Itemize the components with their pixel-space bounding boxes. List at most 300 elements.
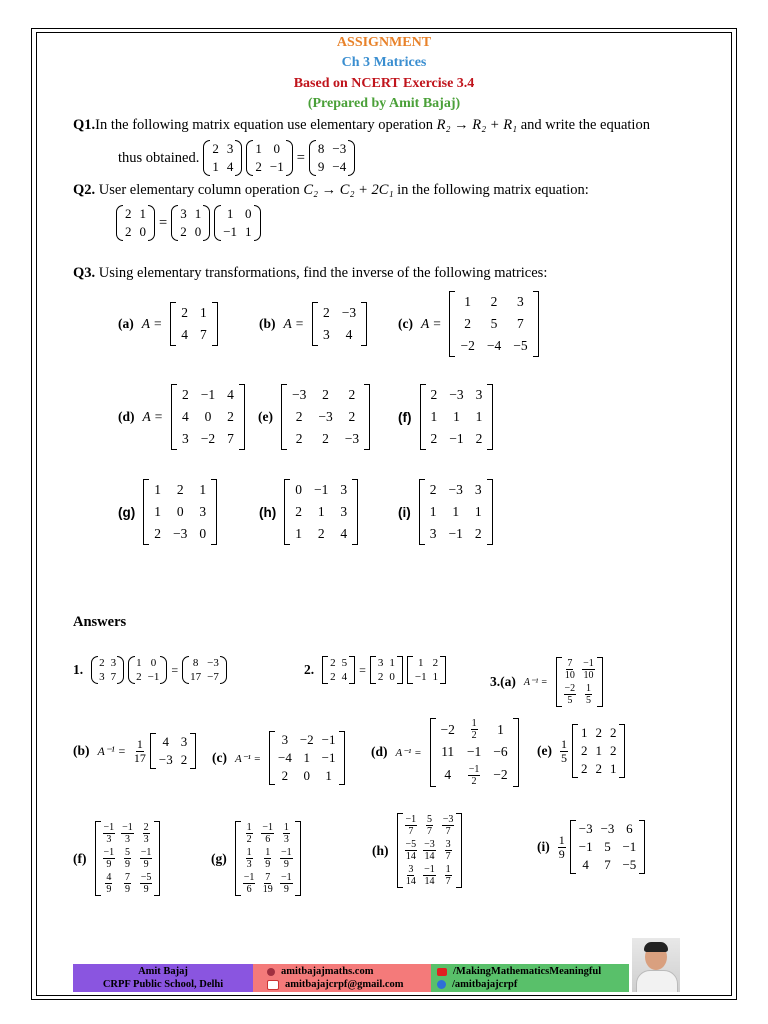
- matrix-cell: 2: [464, 316, 472, 331]
- q1-matrix-c: [309, 140, 355, 176]
- matrix-cell: 17: [190, 671, 202, 683]
- matrix-cell: −3: [578, 821, 593, 836]
- answer-3a: [490, 657, 603, 707]
- fraction: $\frac{1}{7}$: [445, 864, 451, 887]
- matrix-cell: 3: [281, 732, 289, 747]
- q3a-label: (a): [118, 316, 134, 331]
- footer-facebook-link[interactable]: /amitbajajcrpf: [452, 979, 518, 990]
- matrix-cell: 1: [245, 224, 252, 239]
- matrix-cell: 1: [595, 743, 602, 758]
- matrix-cell: −2: [299, 732, 314, 747]
- matrix-cell: [118, 846, 137, 871]
- matrix-cell: 5: [341, 657, 348, 669]
- matrix-cell: −3: [318, 409, 333, 424]
- answer-1-matrix-b: [128, 656, 167, 684]
- matrix-cell: 7: [604, 857, 611, 872]
- matrix-cell: 3: [180, 206, 187, 221]
- fraction: $\frac{1}{5}$: [585, 683, 591, 706]
- fraction: $\frac{-1}{6}$: [262, 822, 274, 845]
- answer-3a-label: 3.(a): [490, 674, 516, 689]
- equals-sign: =: [296, 149, 305, 166]
- matrix-cell: 0: [139, 224, 146, 239]
- q3c: [398, 291, 539, 357]
- matrix-cell: [402, 863, 421, 888]
- fraction: $\frac{-2}{5}$: [564, 683, 576, 706]
- q3f-label: (f): [398, 409, 412, 425]
- matrix-cell: [277, 871, 296, 896]
- matrix-cell: 1: [200, 305, 207, 320]
- footer-banner: [73, 964, 629, 992]
- answer-1: [73, 656, 227, 684]
- matrix-cell: 2: [430, 431, 438, 446]
- answer-1-label: 1.: [73, 662, 84, 677]
- matrix-cell: 4: [162, 734, 170, 749]
- matrix-cell: 2: [377, 671, 384, 683]
- matrix-cell: 2: [609, 743, 617, 758]
- matrix-cell: 1: [389, 657, 395, 669]
- q1-text-b: and write the equation: [517, 117, 650, 133]
- matrix-cell: [579, 657, 598, 682]
- matrix-cell: 8: [317, 141, 325, 156]
- fraction: $\frac{-1}{3}$: [122, 822, 133, 845]
- q1-equation: [118, 140, 355, 176]
- q3d-matrix: [171, 384, 245, 450]
- q2-matrix-a: [116, 205, 155, 241]
- matrix-cell: 3: [323, 327, 330, 342]
- matrix-cell: [420, 863, 439, 888]
- answer-3d: [371, 718, 519, 787]
- matrix-cell: 1: [212, 159, 219, 174]
- answer-3g-matrix: [235, 821, 301, 896]
- matrix-cell: 11: [441, 744, 455, 760]
- matrix-cell: 3: [340, 482, 348, 497]
- matrix-cell: 1: [295, 526, 302, 541]
- footer-name: Amit Bajaj: [138, 966, 188, 977]
- answer-3d-matrix: [430, 718, 519, 787]
- matrix-cell: 4: [444, 767, 452, 783]
- matrix-cell: 4: [226, 159, 234, 174]
- matrix-cell: 2: [429, 482, 437, 497]
- q3d-label: (d): [118, 409, 135, 424]
- matrix-cell: 1: [464, 294, 472, 309]
- matrix-cell: 1: [580, 725, 588, 740]
- fraction: $\frac{-5}{14}$: [405, 839, 417, 862]
- matrix-cell: [240, 846, 259, 871]
- matrix-cell: 9: [317, 159, 325, 174]
- matrix-cell: 2: [182, 387, 189, 402]
- matrix-cell: 2: [348, 409, 356, 424]
- q2-operation: C₂ → C₂ + 2C₁: [303, 182, 394, 198]
- answer-2-matrix-c: [407, 656, 446, 684]
- matrix-cell: 3: [182, 431, 189, 446]
- matrix-cell: 4: [582, 857, 589, 872]
- matrix-cell: 4: [182, 409, 189, 424]
- matrix-cell: −1: [269, 159, 284, 174]
- matrix-cell: 2: [181, 305, 188, 320]
- matrix-cell: 0: [194, 224, 202, 239]
- fraction: $\frac{4}{9}$: [106, 872, 112, 895]
- matrix-cell: 8: [192, 657, 199, 669]
- answer-3d-lhs: A⁻¹ =: [395, 746, 422, 759]
- matrix-cell: 0: [273, 141, 281, 156]
- matrix-cell: 1: [136, 657, 142, 669]
- title-exercise: Based on NCERT Exercise 3.4: [293, 76, 475, 91]
- q1-operation: R₂ → R₂ + R₁: [436, 117, 518, 133]
- author-photo: [632, 938, 680, 992]
- answer-2: [304, 656, 446, 684]
- matrix-cell: [561, 657, 580, 682]
- answer-1-matrix-a: [91, 656, 124, 684]
- matrix-cell: 1: [452, 504, 460, 519]
- matrix-cell: 2: [295, 409, 303, 424]
- matrix-cell: 2: [322, 387, 329, 402]
- matrix-cell: 1: [325, 768, 332, 783]
- q3a-matrix: [170, 302, 218, 346]
- fraction: $\frac{3}{7}$: [445, 839, 451, 862]
- footer-youtube-link[interactable]: /MakingMathematicsMeaningful: [453, 966, 602, 977]
- matrix-cell: −1: [314, 482, 329, 497]
- answer-3f-matrix: [95, 821, 161, 896]
- fraction: $\frac{-1}{9}$: [281, 872, 292, 895]
- fraction: $\frac{-1}{7}$: [405, 814, 417, 837]
- q3g-label: (g): [118, 504, 136, 520]
- matrix-cell: −4: [332, 159, 347, 174]
- matrix-cell: 2: [317, 526, 325, 541]
- matrix-cell: 3: [474, 482, 482, 497]
- matrix-cell: [258, 846, 277, 871]
- website-icon: [267, 968, 275, 976]
- answer-3g-label: (g): [211, 850, 227, 866]
- equals-sign: =: [171, 662, 179, 677]
- answer-3e-label: (e): [537, 743, 552, 758]
- matrix-cell: 2: [475, 431, 483, 446]
- answer-3i-matrix: [570, 820, 646, 874]
- q3c-lhs: A =: [420, 316, 442, 331]
- matrix-cell: 2: [474, 526, 482, 541]
- answer-3h-label: (h): [372, 842, 389, 858]
- fraction: $\frac{2}{3}$: [143, 822, 149, 845]
- fraction: $\frac{1}{2}$: [246, 822, 252, 845]
- fraction: $\frac{1}{3}$: [246, 847, 252, 870]
- equals-sign: =: [159, 214, 168, 231]
- matrix-cell: 2: [99, 657, 105, 669]
- matrix-cell: [100, 871, 119, 896]
- q3-text-body: Using elementary transformations, find the inverse of the following matrices:: [95, 265, 548, 281]
- q3i-matrix: [419, 479, 493, 545]
- q3b: [259, 302, 367, 346]
- matrix-cell: 1: [139, 206, 146, 221]
- answer-3c-lhs: A⁻¹ =: [234, 752, 261, 765]
- q1-label: Q1.: [73, 117, 96, 133]
- matrix-cell: [277, 846, 296, 871]
- footer-author: [73, 964, 253, 992]
- footer-contact: [253, 964, 431, 992]
- matrix-cell: 2: [125, 224, 132, 239]
- matrix-cell: −1: [321, 750, 336, 765]
- matrix-cell: [137, 821, 156, 846]
- matrix-cell: 2: [490, 294, 498, 309]
- matrix-cell: −3: [449, 387, 464, 402]
- matrix-cell: 4: [227, 387, 234, 402]
- matrix-cell: [420, 813, 439, 838]
- fraction: $\frac{5}{7}$: [426, 814, 432, 837]
- matrix-cell: 2: [609, 725, 617, 740]
- matrix-cell: 0: [150, 657, 157, 669]
- matrix-cell: [258, 871, 277, 896]
- fraction: $\frac{1}{17}$: [133, 736, 146, 765]
- fraction: $\frac{1}{3}$: [283, 822, 289, 845]
- equals-sign: =: [359, 662, 366, 677]
- answer-3i: [537, 820, 645, 874]
- matrix-cell: 0: [303, 768, 310, 783]
- matrix-cell: −3: [341, 305, 357, 320]
- matrix-cell: 3: [475, 387, 483, 402]
- matrix-cell: 1: [429, 504, 437, 519]
- answer-3e: [537, 724, 625, 778]
- q3h-matrix: [284, 479, 358, 545]
- matrix-cell: 1: [226, 206, 234, 221]
- matrix-cell: 2: [176, 482, 184, 497]
- matrix-cell: 2: [136, 671, 142, 683]
- q2-matrix-c: [214, 205, 260, 241]
- answer-2-matrix-a: [322, 656, 355, 684]
- matrix-cell: 3: [110, 657, 117, 669]
- matrix-cell: 6: [626, 821, 633, 836]
- matrix-cell: −3: [207, 657, 219, 669]
- q3c-matrix: [449, 291, 538, 357]
- matrix-cell: −1: [622, 839, 637, 854]
- matrix-cell: 2: [432, 657, 439, 669]
- matrix-cell: −6: [493, 744, 508, 760]
- fraction: $\frac{1}{9}$: [558, 832, 565, 861]
- matrix-cell: 2: [330, 657, 336, 669]
- matrix-cell: −1: [321, 732, 336, 747]
- q3i-label: (i): [398, 504, 411, 520]
- answer-2-label: 2.: [304, 662, 315, 677]
- q3b-matrix: [312, 302, 367, 346]
- answer-3i-coefficient: [558, 834, 566, 861]
- matrix-cell: −3: [332, 141, 347, 156]
- matrix-cell: 0: [389, 671, 395, 683]
- matrix-cell: −1: [449, 431, 464, 446]
- matrix-cell: 2: [322, 431, 329, 446]
- matrix-cell: [277, 821, 296, 846]
- q3c-label: (c): [398, 316, 413, 331]
- matrix-cell: [439, 813, 458, 838]
- fraction: $\frac{1}{2}$: [471, 718, 477, 742]
- matrix-cell: [118, 821, 137, 846]
- matrix-cell: 1: [317, 504, 325, 519]
- matrix-cell: 2: [595, 725, 602, 740]
- fraction: $\frac{7}{10}$: [564, 658, 575, 681]
- answer-3e-coefficient: [560, 738, 568, 765]
- matrix-cell: −5: [513, 338, 528, 353]
- answer-3b-lhs: A⁻¹ =: [97, 743, 126, 758]
- matrix-cell: 4: [340, 526, 348, 541]
- fraction: $\frac{5}{9}$: [124, 847, 130, 870]
- answer-1-matrix-c: [182, 656, 227, 684]
- answer-3b-coefficient: [134, 738, 146, 765]
- matrix-cell: 2: [255, 159, 262, 174]
- fraction: $\frac{1}{5}$: [560, 736, 567, 765]
- matrix-cell: [240, 871, 259, 896]
- fraction: $\frac{-3}{14}$: [424, 839, 435, 862]
- matrix-cell: 5: [490, 316, 498, 331]
- matrix-cell: [461, 763, 487, 786]
- q2-matrix-b: [171, 205, 210, 241]
- footer-social: [431, 964, 629, 992]
- matrix-cell: 1: [453, 409, 460, 424]
- q3-label: Q3.: [73, 265, 96, 281]
- answer-3f-label: (f): [73, 850, 87, 866]
- matrix-cell: 3: [199, 504, 207, 519]
- q3d-lhs: A =: [142, 409, 163, 424]
- fraction: $\frac{-1}{6}$: [243, 872, 255, 895]
- fraction: $\frac{-3}{7}$: [442, 814, 454, 837]
- q3g-matrix: [143, 479, 217, 545]
- fraction: $\frac{-1}{9}$: [103, 847, 115, 870]
- matrix-cell: −7: [207, 671, 219, 683]
- matrix-cell: 3: [340, 504, 348, 519]
- matrix-cell: 1: [154, 504, 161, 519]
- matrix-cell: [402, 813, 421, 838]
- matrix-cell: −4: [277, 750, 292, 765]
- matrix-cell: 3: [517, 294, 524, 309]
- matrix-cell: [137, 871, 156, 896]
- matrix-cell: 2: [125, 206, 132, 221]
- fraction: $\frac{7}{19}$: [262, 872, 273, 895]
- matrix-cell: 0: [199, 526, 207, 541]
- matrix-cell: −1: [223, 224, 238, 239]
- matrix-cell: 1: [432, 671, 439, 683]
- footer-email-link[interactable]: amitbajajcrpf@gmail.com: [285, 979, 404, 990]
- matrix-cell: 2: [595, 761, 602, 776]
- matrix-cell: 2: [580, 743, 588, 758]
- answers-heading: Answers: [73, 614, 127, 630]
- answer-3b-matrix: [150, 733, 196, 769]
- matrix-cell: 2: [580, 761, 588, 776]
- footer-website-link[interactable]: amitbajajmaths.com: [281, 966, 374, 977]
- fraction: $\frac{-1}{14}$: [424, 864, 435, 887]
- matrix-cell: 3: [180, 734, 188, 749]
- q2-text-a: User elementary column operation: [95, 182, 304, 198]
- title-assignment: ASSIGNMENT: [336, 35, 432, 50]
- fraction: $\frac{-1}{9}$: [140, 847, 152, 870]
- matrix-cell: −3: [173, 526, 188, 541]
- q3e-matrix: [281, 384, 370, 450]
- matrix-cell: 1: [255, 141, 262, 156]
- q3a: [118, 302, 218, 346]
- matrix-cell: 1: [474, 504, 482, 519]
- fraction: $\frac{-1}{2}$: [468, 763, 480, 787]
- matrix-cell: 3: [377, 657, 384, 669]
- answer-3c: [212, 731, 345, 785]
- q3-text: [73, 265, 547, 282]
- fraction: $\frac{-1}{3}$: [103, 822, 115, 845]
- matrix-cell: [137, 846, 156, 871]
- matrix-cell: −5: [622, 857, 637, 872]
- matrix-cell: 1: [154, 482, 161, 497]
- matrix-cell: 2: [212, 141, 219, 156]
- matrix-cell: −1: [448, 526, 463, 541]
- matrix-cell: 7: [110, 671, 117, 683]
- youtube-icon: [437, 968, 447, 976]
- matrix-cell: 2: [348, 387, 356, 402]
- title-chapter: Ch 3 Matrices: [341, 55, 427, 70]
- matrix-cell: −1: [578, 839, 593, 854]
- matrix-cell: 2: [281, 768, 289, 783]
- fraction: $\frac{-5}{9}$: [140, 872, 152, 895]
- q3h-label: (h): [259, 504, 277, 520]
- q2-text-b: in the following matrix equation:: [393, 182, 589, 198]
- q3a-lhs: A =: [141, 316, 163, 331]
- matrix-cell: 0: [204, 409, 212, 424]
- matrix-cell: [118, 871, 137, 896]
- matrix-cell: 2: [180, 752, 188, 767]
- q3f-matrix: [420, 384, 494, 450]
- answer-3h-matrix: [397, 813, 463, 888]
- q1-text: [73, 117, 650, 134]
- matrix-cell: 3: [99, 671, 105, 683]
- fraction: $\frac{3}{14}$: [405, 864, 416, 887]
- matrix-cell: 2: [330, 671, 336, 683]
- q3g: [118, 479, 217, 545]
- fraction: $\frac{-1}{10}$: [583, 658, 594, 681]
- matrix-cell: 1: [609, 761, 617, 776]
- q3i: [398, 479, 493, 545]
- answer-3b: [73, 733, 196, 769]
- answer-3b-label: (b): [73, 743, 90, 758]
- answer-3g: [211, 821, 301, 896]
- matrix-cell: −1: [147, 671, 160, 683]
- q2-text: [73, 182, 589, 199]
- email-icon: [267, 980, 279, 990]
- matrix-cell: 2: [295, 431, 303, 446]
- answer-2-matrix-b: [370, 656, 403, 684]
- fraction: $\frac{-1}{9}$: [281, 847, 292, 870]
- matrix-cell: −3: [158, 752, 173, 767]
- matrix-cell: 2: [154, 526, 161, 541]
- footer-school: CRPF Public School, Delhi: [102, 979, 224, 990]
- matrix-cell: [579, 682, 598, 707]
- matrix-cell: 0: [295, 482, 302, 497]
- matrix-cell: 2: [295, 504, 302, 519]
- q1-text-a: In the following matrix equation use elementary operation: [95, 117, 437, 133]
- answer-3d-label: (d): [371, 744, 388, 760]
- matrix-cell: 2: [180, 224, 187, 239]
- answer-3a-lhs: A⁻¹ =: [523, 676, 548, 688]
- matrix-cell: 4: [181, 327, 188, 342]
- answer-3c-label: (c): [212, 750, 227, 765]
- matrix-cell: [561, 682, 580, 707]
- q3e-label: (e): [258, 409, 273, 424]
- matrix-cell: [100, 821, 119, 846]
- matrix-cell: 2: [430, 387, 438, 402]
- matrix-cell: −3: [291, 387, 307, 402]
- title-author: (Prepared by Amit Bajaj): [307, 96, 461, 111]
- matrix-cell: [439, 838, 458, 863]
- matrix-cell: 0: [245, 206, 252, 221]
- matrix-cell: 1: [418, 657, 424, 669]
- matrix-cell: [439, 863, 458, 888]
- matrix-cell: [420, 838, 439, 863]
- q2-label: Q2.: [73, 182, 96, 198]
- matrix-cell: 5: [604, 839, 611, 854]
- q2-equation: [116, 205, 261, 241]
- q1-text-c: thus obtained.: [118, 149, 200, 166]
- q3b-lhs: A =: [283, 316, 304, 331]
- matrix-cell: 1: [430, 409, 438, 424]
